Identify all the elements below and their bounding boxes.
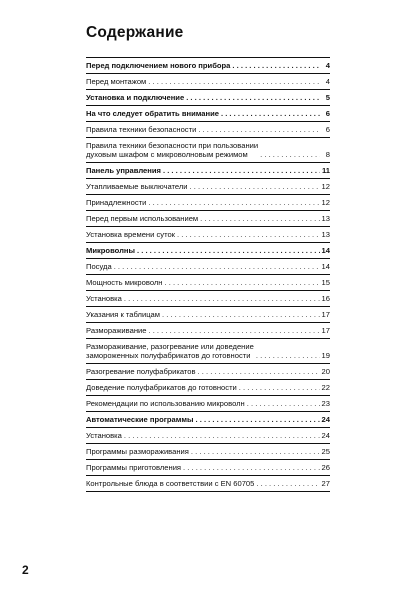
toc-leader-dots: [124, 431, 320, 440]
toc-entry-page: 13: [321, 214, 330, 223]
toc-entry-title: Размораживание, разогревание или доведение замороженных полуфабрикатов до готовности: [86, 342, 254, 360]
toc-entry: [86, 138, 330, 163]
toc-entry: [86, 163, 330, 179]
toc-entry-page: 5: [325, 93, 330, 102]
toc-leader-dots: [198, 125, 320, 134]
toc-entry-title: Рекомендации по использованию микроволн: [86, 399, 245, 408]
toc-entry: [86, 291, 330, 307]
toc-leader-dots: [232, 61, 320, 70]
toc-leader-dots: [186, 93, 320, 102]
toc-leader-dots: [148, 77, 320, 86]
toc-entry: [86, 58, 330, 74]
toc-entry: [86, 444, 330, 460]
toc-entry: [86, 243, 330, 259]
toc-leader-dots: [162, 310, 320, 319]
toc-entry-title: Установка времени суток: [86, 230, 176, 239]
toc-entry: [86, 211, 330, 227]
toc-entry-title: Посуда: [86, 262, 112, 271]
toc-leader-dots: [239, 383, 320, 392]
toc-entry-title: На что следует обратить внимание: [86, 109, 219, 118]
toc-entry: [86, 74, 330, 90]
toc-leader-dots: [221, 109, 320, 118]
toc-entry-page: 26: [321, 463, 330, 472]
toc-entry-page: 24: [321, 431, 330, 440]
toc-entry-page: 14: [321, 262, 330, 271]
toc-entry: [86, 339, 330, 364]
toc-leader-dots: [196, 415, 320, 424]
toc-entry-title: Указания к таблицам: [86, 310, 160, 319]
toc-entry: [86, 179, 330, 195]
toc-entry: [86, 259, 330, 275]
toc-entry: [86, 364, 330, 380]
toc-leader-dots: [137, 246, 320, 255]
toc-entry-page: 19: [321, 351, 330, 360]
toc-entry-page: 14: [321, 246, 330, 255]
toc-entry-page: 17: [321, 326, 330, 335]
toc-entry-title: Установка и подключение: [86, 93, 185, 102]
toc-entry-page: 11: [321, 166, 330, 175]
toc-entry-page: 20: [321, 367, 330, 376]
toc-entry-title: Установка: [86, 294, 122, 303]
toc-entry-page: 6: [325, 109, 330, 118]
toc-leader-dots: [148, 198, 319, 207]
toc-entry-title: Программы приготовления: [86, 463, 182, 472]
toc-entry-page: 6: [325, 125, 330, 134]
toc-entry: [86, 227, 330, 243]
toc-leader-dots: [177, 230, 320, 239]
toc-entry-page: 8: [325, 150, 330, 159]
toc-leader-dots: [190, 182, 320, 191]
toc-leader-dots: [256, 479, 319, 488]
toc-entry-page: 27: [321, 479, 330, 488]
toc-entry: [86, 323, 330, 339]
toc-entry-page: 22: [321, 383, 330, 392]
toc-entry-title: Перед первым использованием: [86, 214, 199, 223]
toc-entry: [86, 460, 330, 476]
table-of-contents: [86, 57, 330, 492]
toc-entry: [86, 412, 330, 428]
toc-entry-title: Панель управления: [86, 166, 161, 175]
toc-entry: [86, 106, 330, 122]
toc-leader-dots: [124, 294, 320, 303]
toc-leader-dots: [256, 351, 320, 360]
toc-entry-page: 4: [325, 77, 330, 86]
toc-entry-page: 23: [321, 399, 330, 408]
toc-entry-page: 4: [325, 61, 330, 70]
toc-leader-dots: [260, 150, 320, 159]
toc-entry-page: 17: [321, 310, 330, 319]
toc-leader-dots: [247, 399, 320, 408]
toc-entry-title: Мощность микроволн: [86, 278, 163, 287]
toc-entry-title: Правила техники безопасности при пользовании духовым шкафом с микроволновым режимом: [86, 141, 259, 159]
toc-entry: [86, 307, 330, 323]
toc-entry: [86, 380, 330, 396]
toc-entry-title: Принадлежности: [86, 198, 147, 207]
toc-entry-page: 16: [321, 294, 330, 303]
toc-entry-title: Программы размораживания: [86, 447, 189, 456]
toc-entry-title: Установка: [86, 431, 122, 440]
toc-entry-title: Утапливаемые выключатели: [86, 182, 188, 191]
toc-entry: [86, 195, 330, 211]
toc-leader-dots: [191, 447, 320, 456]
toc-leader-dots: [200, 214, 319, 223]
toc-entry: [86, 396, 330, 412]
toc-entry: [86, 428, 330, 444]
toc-leader-dots: [114, 262, 320, 271]
page-title: Содержание: [86, 24, 184, 41]
toc-entry-title: Контрольные блюда в соответствии с EN 60705: [86, 479, 255, 488]
toc-entry: [86, 275, 330, 291]
toc-entry-title: Перед монтажом: [86, 77, 147, 86]
toc-entry-title: Доведение полуфабрикатов до готовности: [86, 383, 237, 392]
page-number: 2: [22, 563, 29, 577]
toc-entry-page: 24: [321, 415, 330, 424]
toc-leader-dots: [148, 326, 319, 335]
toc-leader-dots: [163, 166, 320, 175]
toc-entry-page: 13: [321, 230, 330, 239]
toc-entry-page: 12: [321, 198, 330, 207]
toc-entry: [86, 122, 330, 138]
toc-entry: [86, 90, 330, 106]
toc-entry-title: Правила техники безопасности: [86, 125, 197, 134]
toc-entry-title: Микроволны: [86, 246, 135, 255]
toc-entry-page: 25: [321, 447, 330, 456]
toc-entry-title: Перед подключением нового прибора: [86, 61, 231, 70]
toc-entry-title: Разогревание полуфабрикатов: [86, 367, 196, 376]
toc-entry-page: 12: [321, 182, 330, 191]
toc-leader-dots: [198, 367, 320, 376]
toc-leader-dots: [183, 463, 320, 472]
toc-entry-title: Размораживание: [86, 326, 147, 335]
toc-entry-page: 15: [321, 278, 330, 287]
toc-entry: [86, 476, 330, 492]
toc-entry-title: Автоматические программы: [86, 415, 194, 424]
toc-leader-dots: [165, 278, 320, 287]
